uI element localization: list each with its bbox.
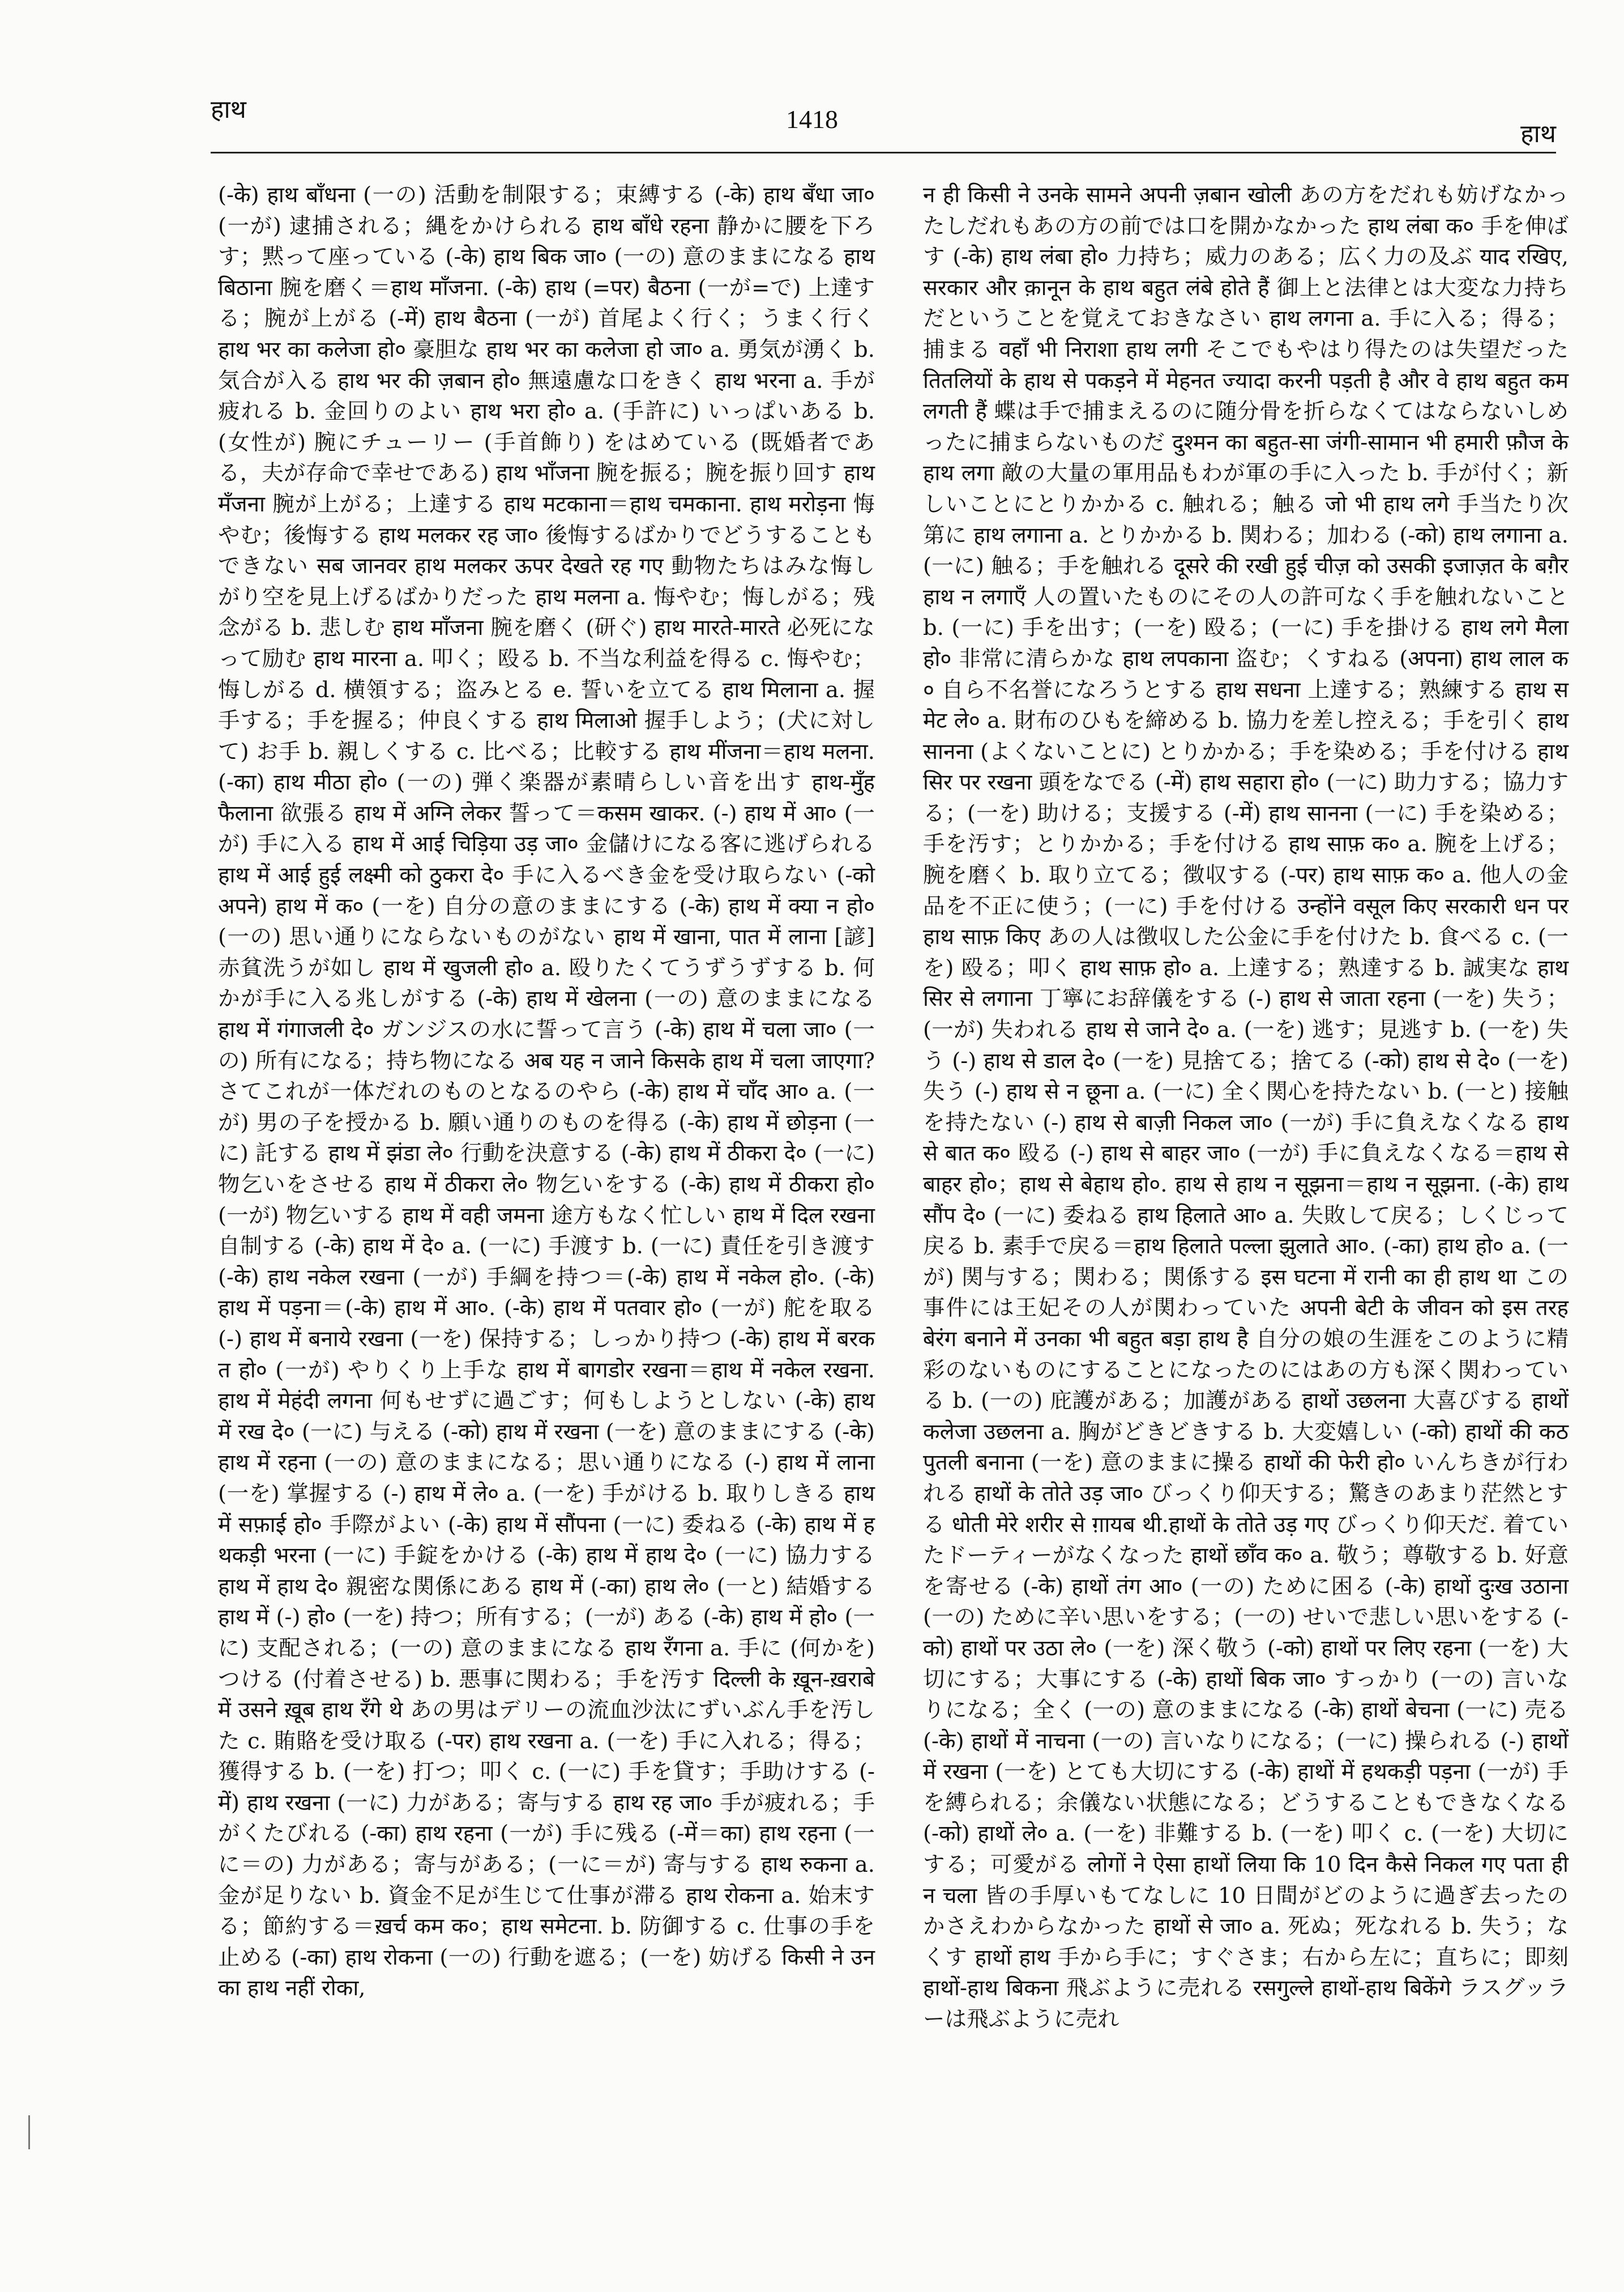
dictionary-column-right (923, 180, 1576, 2035)
entries-left: (-के) हाथ बाँधना (一の) 活動を制限する；束縛する (-के) हाथ बँधा जा० (一が) 逮捕される；縄をかけられる हाथ बाँधे रहना 静かに腰を下ろす；黙って座っている (-के) हाथ बिक जा० (一の) 意のままになる हाथ बिठाना 腕を磨く＝हाथ माँजना. (-के) हाथ (=पर) बैठना (一が=で) 上達する；腕が上がる (-में) हाथ बैठना (一が) 首尾よく行く；うまく行く हाथ भर का कलेजा हो० 豪胆な हाथ भर का कलेजा हो जा० a. 勇気が湧く b. 気合が入る हाथ भर की ज़बान हो० 無遠慮な口をきく हाथ भरना a. 手が疲れる b. 金回りのよい हाथ भरा हो० a. (手許に) いっぱいある b. (女性が) 腕にチューリー (手首飾り) をはめている (既婚者である，夫が存命で幸せである) हाथ भाँजना 腕を振る；腕を振り回す हाथ मँजना 腕が上がる；上達する हाथ मटकाना＝हाथ चमकाना. हाथ मरोड़ना 悔やむ；後悔する हाथ मलकर रह जा० 後悔するばかりでどうすることもできない सब जानवर हाथ मलकर ऊपर देखते रह गए 動物たちはみな悔しがり空を見上げるばかりだった हाथ मलना a. 悔やむ；悔しがる；残念がる b. 悲しむ हाथ माँजना 腕を磨く (研ぐ) हाथ मारते-मारते 必死になって励む हाथ मारना a. 叩く；殴る b. 不当な利益を得る c. 悔やむ；悔しがる d. 横領する；盗みとる e. 誓いを立てる हाथ मिलाना a. 握手する；手を握る；仲良くする हाथ मिलाओ 握手しよう；(犬に対して) お手 b. 親しくする c. 比べる；比較する हाथ मींजना＝हाथ मलना. (-का) हाथ मीठा हो० (一の) 弾く楽器が素晴らしい音を出す हाथ-मुँह फैलाना 欲張る हाथ में अग्नि लेकर 誓って＝कसम खाकर. (-) हाथ में आ० (一が) 手に入る हाथ में आई चिड़िया उड़ जा० 金儲けになる客に逃げられる हाथ में आई हुई लक्ष्मी को ठुकरा दे० 手に入るべき金を受け取らない (-को अपने) हाथ में क० (一を) 自分の意のままにする (-के) हाथ में क्या न हो० (一の) 思い通りにならないものがない हाथ में खाना, पात में लाना [諺] 赤貧洗うが如し हाथ में खुजली हो० a. 殴りたくてうずうずする b. 何かが手に入る兆しがする (-के) हाथ में खेलना (一の) 意のままになる हाथ में गंगाजली दे० ガンジスの水に誓って言う (-के) हाथ में चला जा० (一の) 所有になる；持ち物になる अब यह न जाने किसके हाथ में चला जाएगा? さてこれが一体だれのものとなるのやら (-के) हाथ में चाँद आ० a. (一が) 男の子を授かる b. 願い通りのものを得る (-के) हाथ में छोड़ना (一に) 託する हाथ में झंडा ले० 行動を決意する (-के) हाथ में ठीकरा दे० (一に) 物乞いをさせる हाथ में ठीकरा ले० 物乞いをする (-के) हाथ में ठीकरा हो० (一が) 物乞いする हाथ में वही जमना 途方もなく忙しい हाथ में दिल रखना 自制する (-के) हाथ में दे० a. (一に) 手渡す b. (一に) 責任を引き渡す (-के) हाथ नकेल रखना (一が) 手綱を持つ＝(-के) हाथ में नकेल हो०. (-के) हाथ में पड़ना＝(-के) हाथ में आ०. (-के) हाथ में पतवार हो० (一が) 舵を取る (-) हाथ में बनाये रखना (一を) 保持する；しっかり持つ (-के) हाथ में बरकत हो० (一が) やりくり上手な हाथ में बागडोर रखना＝हाथ में नकेल रखना. हाथ में मेहंदी लगना 何もせずに過ごす；何もしようとしない (-के) हाथ में रख दे० (一に) 与える (-को) हाथ में रखना (一を) 意のままにする (-के) हाथ में रहना (一の) 意のままになる；思い通りになる (-) हाथ में लाना (一を) 掌握する (-) हाथ में ले० a. (一を) 手がける b. 取りしきる हाथ में सफ़ाई हो० 手際がよい (-के) हाथ में सौंपना (一に) 委ねる (-के) हाथ में हथकड़ी भरना (一に) 手錠をかける (-के) हाथ में हाथ दे० (一に) 協力する हाथ में हाथ दे० 親密な関係にある हाथ में (-का) हाथ ले० (一と) 結婚する हाथ में (-) हो० (一を) 持つ；所有する；(一が) ある (-के) हाथ में हो० (一に) 支配される；(一の) 意のままになる हाथ रँगना a. 手に (何かを) つける (付着させる) b. 悪事に関わる；手を汚す दिल्ली के ख़ून-ख़राबे में उसने ख़ूब हाथ रँगे थे あの男はデリーの流血沙汰にずいぶん手を汚した c. 賄賂を受け取る (-पर) हाथ रखना a. (一を) 手に入れる；得る；獲得する b. (一を) 打つ；叩く c. (一に) 手を貸す；手助けする (-में) हाथ रखना (一に) 力がある；寄与する हाथ रह जा० 手が疲れる；手がくたびれる (-का) हाथ रहना (一が) 手に残る (-में＝का) हाथ रहना (一に＝の) 力がある；寄与がある；(一に＝が) 寄与する हाथ रुकना a. 金が足りない b. 資金不足が生じて仕事が滞る हाथ रोकना a. 始末する；節約する＝ख़र्च कम क०；हाथ समेटना. b. 防御する c. 仕事の手を止める (-का) हाथ रोकना (一の) 行動を遮る；(一を) 妨げる किसी ने उनका हाथ नहीं रोका, (218, 182, 882, 2001)
running-head-right: हाथ (1520, 119, 1556, 148)
entries-right: न ही किसी ने उनके सामने अपनी ज़बान खोली あの方をだれも妨げなかったしだれもあの方の前では口を開かなかった हाथ लंबा क० 手を伸ばす (-के) हाथ लंबा हो० 力持ち；威力のある；広く力の及ぶ याद रखिए, सरकार और क़ानून के हाथ बहुत लंबे होते हैं 御上と法律とは大変な力持ちだということを覚えておきなさい हाथ लगना a. 手に入る；得る；捕まる वहाँ भी निराशा हाथ लगी そこでもやはり得たのは失望だった तितलियों के हाथ से पकड़ने में मेहनत ज्यादा करनी पड़ती है और वे हाथ बहुत कम लगती हैं 蝶は手で捕まえるのに随分骨を折らなくてはならないしめったに捕まらないものだ दुश्मन का बहुत-सा जंगी-सामान भी हमारी फ़ौज के हाथ लगा 敵の大量の軍用品もわが軍の手に入った b. 手が付く；新しいことにとりかかる c. 触れる；触る जो भी हाथ लगे 手当たり次第に हाथ लगाना a. とりかかる b. 関わる；加わる (-को) हाथ लगाना a. (一に) 触る；手を触れる दूसरे की रखी हुई चीज़ को उसकी इजाज़त के बग़ैर हाथ न लगाएँ 人の置いたものにその人の許可なく手を触れないこと b. (一に) 手を出す；(一を) 殴る；(一に) 手を掛ける हाथ लगे मैला हो० 非常に清らかな हाथ लपकाना 盗む；くすねる (अपना) हाथ लाल क० 自ら不名誉になろうとする हाथ सधना 上達する；熟練する हाथ समेट ले० a. 財布のひもを締める b. 協力を差し控える；手を引く हाथ सानना (よくないことに) とりかかる；手を染める；手を付ける हाथ सिर पर रखना 頭をなでる (-में) हाथ सहारा हो० (一に) 助力する；協力する；(一を) 助ける；支援する (-में) हाथ सानना (一に) 手を染める；手を汚す；とりかかる；手を付ける हाथ साफ़ क० a. 腕を上げる；腕を磨く b. 取り立てる；徴収する (-पर) हाथ साफ़ क० a. 他人の金品を不正に使う；(一に) 手を付ける उन्होंने वसूल किए सरकारी धन पर हाथ साफ़ किए あの人は徴収した公金に手を付けた b. 食べる c. (一を) 殴る；叩く हाथ साफ़ हो० a. 上達する；熟達する b. 誠実な हाथ सिर से लगाना 丁寧にお辞儀をする (-) हाथ से जाता रहना (一を) 失う；(一が) 失われる हाथ से जाने दे० a. (一を) 逃す；見逃す b. (一を) 失う (-) हाथ से डाल दे० (一を) 見捨てる；捨てる (-को) हाथ से दे० (一を) 失う (-) हाथ से न छूना a. (一に) 全く関心を持たない b. (一と) 接触を持たない (-) हाथ से बाज़ी निकल जा० (一が) 手に負えなくなる हाथ से बात क० 殴る (-) हाथ से बाहर जा० (一が) 手に負えなくなる＝हाथ से बाहर हो०；हाथ से बेहाथ हो०. हाथ से हाथ न सूझना＝हाथ न सूझना. (-के) हाथ सौंप दे० (一に) 委ねる हाथ हिलाते आ० a. 失敗して戻る；しくじって戻る b. 素手で戻る＝हाथ हिलाते पल्ला झुलाते आ०. (-का) हाथ हो० a. (一が) 関与する；関わる；関係する इस घटना में रानी का ही हाथ था この事件には王妃その人が関わっていた अपनी बेटी के जीवन को इस तरह बेरंग बनाने में उनका भी बहुत बड़ा हाथ है 自分の娘の生涯をこのように精彩のないものにすることになったのにはあの方も深く関わっている b. (一の) 庇護がある；加護がある हाथों उछलना 大喜びする हाथों कलेजा उछलना a. 胸がどきどきする b. 大変嬉しい (-को) हाथों की कठपुतली बनाना (一を) 意のままに操る हाथों की फेरी हो० いんちきが行われる हाथों के तोते उड़ जा० びっくり仰天する；驚きのあまり茫然とする धोती मेरे शरीर से ग़ायब थी.हाथों के तोते उड़ गए びっくり仰天だ. 着ていたドーティーがなくなった हाथों छाँव क० a. 敬う；尊敬する b. 好意を寄せる (-के) हाथों तंग आ० (一の) ために困る (-के) हाथों दुःख उठाना (一の) ために辛い思いをする；(一の) せいで悲しい思いをする (-को) हाथों पर उठा ले० (一を) 深く敬う (-को) हाथों पर लिए रहना (一を) 大切にする；大事にする (-के) हाथों बिक जा० すっかり (一の) 言いなりになる；全く (一の) 意のままになる (-के) हाथों बेचना (一に) 売る (-के) हाथों में नाचना (一の) 言いなりになる；(一に) 操られる (-) हाथों में रखना (一を) とても大切にする (-के) हाथों में हथकड़ी पड़ना (一が) 手を縛られる；余儀ない状態になる；どうすることもできなくなる (-को) हाथों ले० a. (一を) 非難する b. (一を) 叩く c. (一を) 大切にする；可愛がる लोगों ने ऐसा हाथों लिया कि 10 दिन कैसे निकल गए पता ही न चला 皆の手厚いもてなしに 10 日間がどのように過ぎ去ったのかさえわからなかった हाथों से जा० a. 死ぬ；死なれる b. 失う；なくす हाथों हाथ 手から手に；すぐさま；右から左に；直ちに；即刻 हाथों-हाथ बिकना 飛ぶように売れる रसगुल्ले हाथों-हाथ बिकेंगे ラスグッラーは飛ぶように売れ (923, 182, 1576, 2033)
header-rule (211, 152, 1556, 153)
dictionary-column-left (218, 180, 882, 2004)
scan-margin-mark (28, 2115, 33, 2149)
running-head-left: हाथ (211, 95, 246, 124)
page-number: 1418 (786, 105, 838, 134)
